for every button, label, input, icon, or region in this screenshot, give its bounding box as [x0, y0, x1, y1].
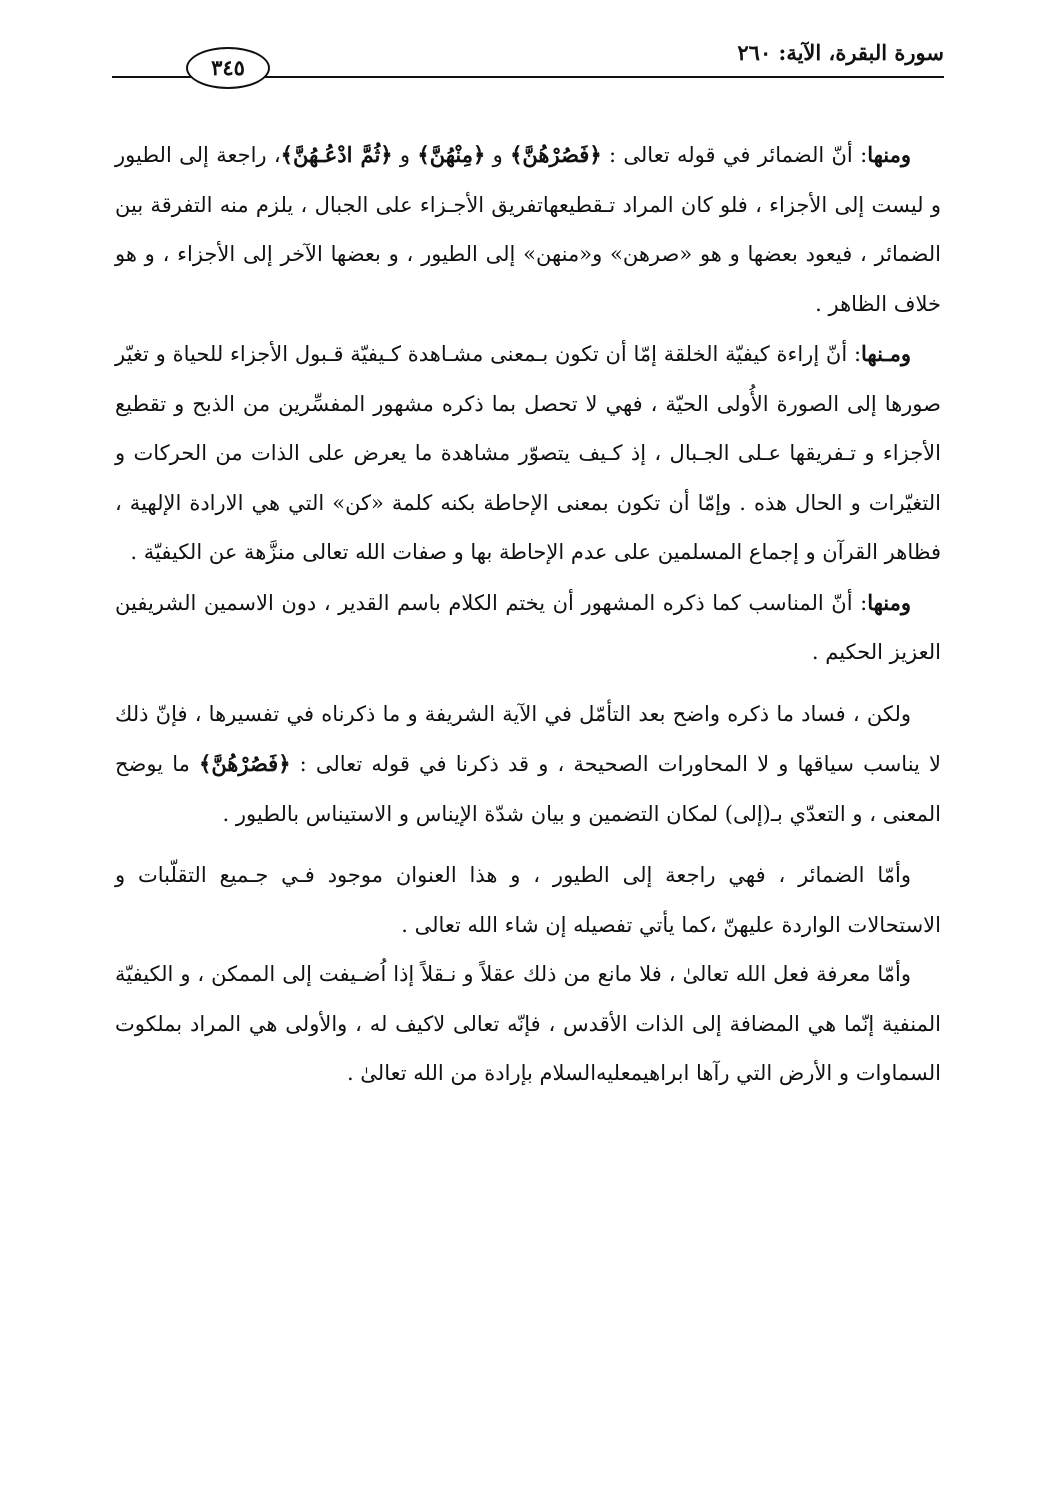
paragraph [115, 329, 941, 578]
text-segment: : أنّ الضمائر في قوله تعالى : [601, 143, 868, 167]
page-header [112, 38, 944, 86]
text-segment: و [392, 143, 418, 167]
paragraph [115, 690, 941, 840]
text-segment: ، راجعة إلى الطيور و ليست إلى الأجزاء ، فلو كان المراد تـقطيعهاتفريق الأجـزاء على الجبال ، يلزم منه التفرقة بين الضمائر ، فيعود بعضها و هو «صرهن» و«منهن» إلى الطيور ، و بعضها الآخر إلى الأجزاء ، و هو خلاف الظاهر . [115, 143, 941, 316]
page-number: ٣٤٥ [186, 47, 270, 89]
paragraph [115, 950, 941, 1099]
text-segment: وأمّا معرفة فعل الله تعالىٰ ، فلا مانع من ذلك عقلاً و نـقلاً إذا اُضـيفت إلى الممكن ، و الكيفيّة المنفية إنّما هي المضافة إلى الذات الأقدس ، فإنّه تعالى لاكيف له ، والأولى هي المراد بملكوت السماوات و الأرض التي رآها ابراهيمعليه‌السلام بإرادة من الله تعالىٰ . [115, 962, 941, 1085]
quran-quote: ﴿ثُمَّ ادْعُـهُنَّ﴾ [280, 142, 393, 167]
paragraph [115, 130, 941, 329]
running-title: سورة البقرة، الآية: ٢٦٠ [737, 40, 944, 65]
text-segment: ما يوضح المعنى ، و التعدّي بـ(إلى) لمكان التضمين و بيان شدّة الإيناس و الاستيناس بالطيور . [115, 752, 941, 826]
paragraph-lead-word: ومنها [867, 142, 911, 167]
text-segment: و [485, 143, 511, 167]
paragraph-lead-word: ومـنها [861, 341, 911, 366]
text-segment: : أنّ إراءة كيفيّة الخلقة إمّا أن تكون بـمعنى مشـاهدة كـيفيّة قـبول الأجزاء للحياة و تغيّر صورها إلى الصورة الأُولى الحيّة ، فهي لا تحصل بما ذكره مشهور المفسِّرين من الذبح و تقطيع الأجزاء و تـفريقها عـلى الجـبال ، إذ كـيف يتصوّر مشاهدة ما يعرض على الذات من الحركات و التغيّرات و الحال هذه . وإمّا أن تكون بمعنى الإحاطة بكنه كلمة «كن» التي هي الارادة الإلهية ، فظاهر القرآن و إجماع المسلمين على عدم الإحاطة بها و صفات الله تعالى منزَّهة عن الكيفيّة . [115, 342, 941, 564]
text-segment: ولكن ، فساد ما ذكره واضح بعد التأمّل في الآية الشريفة و ما ذكرناه في تفسيرها ، فإنّ ذلك لا يناسب سياقها و لا المحاورات الصحيحة ، و قد ذكرنا في قوله تعالى : [115, 701, 941, 776]
quran-quote: ﴿مِنْهُنَّ﴾ [417, 142, 486, 167]
quran-quote: ﴿فَصُرْهُنَّ﴾ [199, 751, 291, 776]
paragraph [115, 851, 941, 950]
paragraph [115, 578, 941, 678]
text-segment: وأمّا الضمائر ، فهي راجعة إلى الطيور ، و هذا العنوان موجود فـي جـميع التقلّبات و الاستحالات الواردة عليهنّ ،كما يأتي تفصيله إن شاء الله تعالى . [115, 863, 941, 937]
paragraph-lead-word: ومنها [867, 589, 911, 615]
body-text [115, 130, 941, 1099]
quran-quote: ﴿فَصُرْهُنَّ﴾ [510, 142, 602, 167]
text-segment: : أنّ المناسب كما ذكره المشهور أن يختم الكلام باسم القدير ، دون الاسمين الشريفين العزيز الحكيم . [115, 590, 941, 664]
